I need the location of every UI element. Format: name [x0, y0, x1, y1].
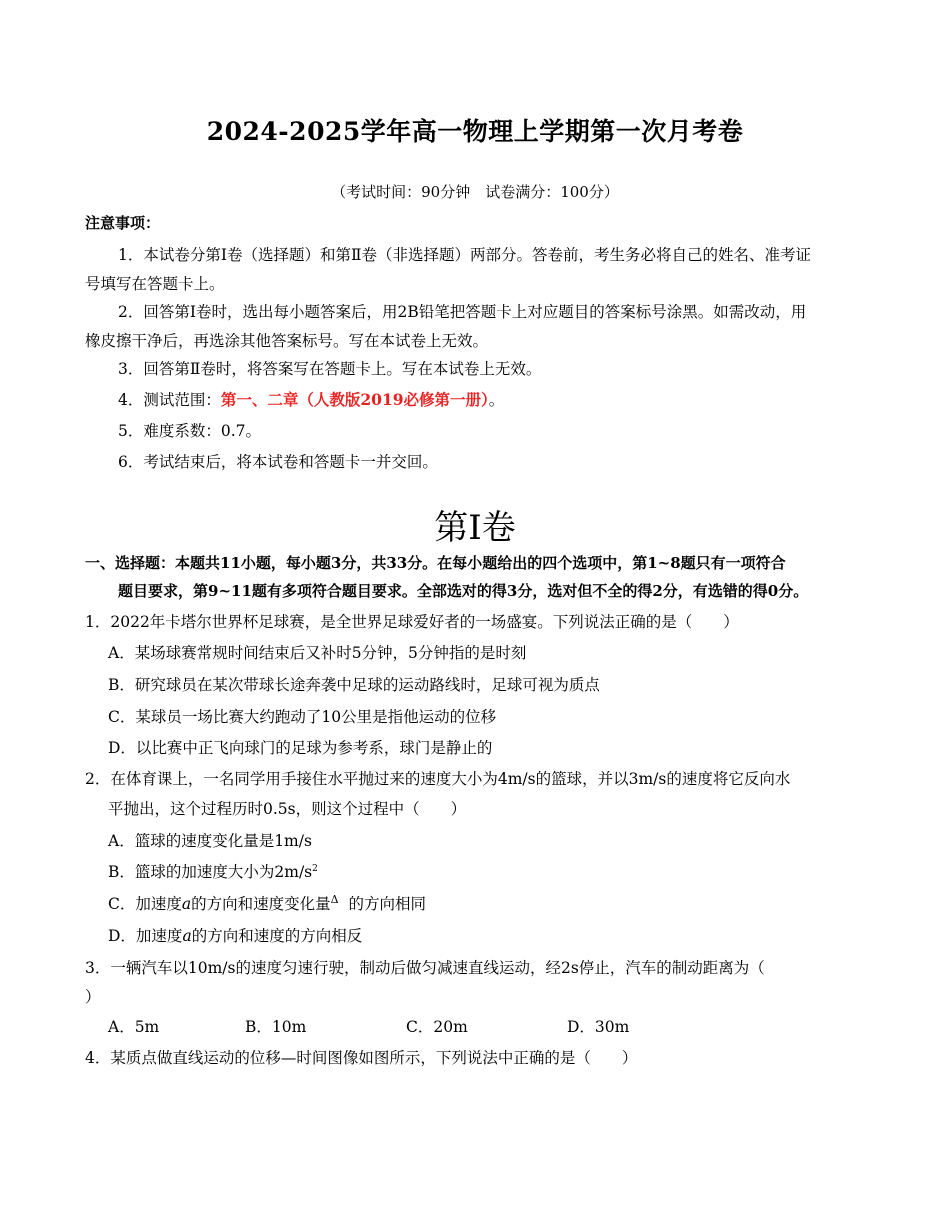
option-d-suffix: 的方向和速度的方向相反 [191, 927, 363, 945]
question-2-option-b-text: B．篮球的加速度大小为2m/s [108, 863, 313, 881]
note-item-1-line-1: 1．本试卷分第Ⅰ卷（选择题）和第Ⅱ卷（非选择题）两部分。答卷前，考生务必将自己的姓名、准考证 [118, 246, 812, 264]
instructions-line-1: 一、选择题：本题共11小题，每小题3分，共33分。在每小题给出的四个选项中，第1~8题只有一项符合 [85, 554, 786, 572]
note-item-5: 5．难度系数：0.7。 [118, 422, 262, 440]
section-title: 第Ⅰ卷 [434, 508, 516, 548]
question-1-option-d: D．以比赛中正飞向球门的足球为参考系，球门是静止的 [108, 739, 493, 757]
squared-superscript: 2 [312, 863, 318, 874]
note-item-3: 3．回答第Ⅱ卷时，将答案写在答题卡上。写在本试卷上无效。 [118, 360, 542, 378]
question-2-option-b [108, 860, 318, 882]
question-3-option-d: D．30m [567, 1018, 630, 1036]
acceleration-variable: a [182, 927, 192, 945]
note-item-4-suffix: 。 [488, 391, 505, 409]
question-2-stem-line-1: 2．在体育课上，一名同学用手接住水平抛过来的速度大小为4m/s的篮球，并以3m/s的速度将它反向水 [85, 770, 791, 788]
instructions-line-2: 题目要求，第9~11题有多项符合题目要求。全部选对的得3分，选对但不全的得2分，有选错的得0分。 [118, 582, 809, 600]
test-scope-highlight: 第一、二章（人教版2019必修第一册） [220, 390, 489, 409]
question-3-stem-line-2: ） [85, 988, 101, 1006]
notes-heading: 注意事项： [85, 214, 161, 232]
question-1-stem: 1．2022年卡塔尔世界杯足球赛，是全世界足球爱好者的一场盛宴。下列说法正确的是（ ） [85, 613, 739, 631]
question-3-option-b: B．10m [245, 1018, 307, 1036]
question-2-option-d [108, 924, 362, 946]
note-item-4 [118, 388, 504, 410]
delta-symbol: Δ [330, 893, 339, 906]
exam-subtitle: （考试时间：90分钟 试卷满分：100分） [331, 183, 619, 201]
question-1-option-c: C．某球员一场比赛大约跑动了10公里是指他运动的位移 [108, 708, 497, 726]
note-item-6: 6．考试结束后，将本试卷和答题卡一并交回。 [118, 453, 438, 471]
question-1-option-a: A．某场球赛常规时间结束后又补时5分钟，5分钟指的是时刻 [108, 644, 527, 662]
question-3-option-a: A．5m [108, 1018, 160, 1036]
question-4-stem: 4．某质点做直线运动的位移—时间图像如图所示，下列说法中正确的是（ ） [85, 1049, 638, 1067]
question-1-option-b: B．研究球员在某次带球长途奔袭中足球的运动路线时，足球可视为质点 [108, 676, 600, 694]
question-2-stem-line-2: 平抛出，这个过程历时0.5s，则这个过程中（ ） [108, 800, 467, 818]
question-2-option-c [108, 892, 426, 914]
acceleration-variable: a [181, 895, 192, 913]
question-2-option-a: A．篮球的速度变化量是1m/s [108, 832, 312, 850]
exam-title: 2024-2025学年高一物理上学期第一次月考卷 [206, 117, 744, 146]
option-c-prefix: C．加速度 [108, 895, 182, 913]
question-3-option-c: C．20m [406, 1018, 468, 1036]
option-c-middle: 的方向和速度变化量 [191, 895, 331, 913]
note-item-4-prefix: 4．测试范围： [118, 391, 221, 409]
note-item-2-line-2: 橡皮擦干净后，再选涂其他答案标号。写在本试卷上无效。 [85, 332, 489, 350]
question-3-stem-line-1: 3．一辆汽车以10m/s的速度匀速行驶，制动后做匀减速直线运动，经2s停止，汽车的制动距离为（ [85, 959, 765, 977]
note-item-2-line-1: 2．回答第Ⅰ卷时，选出每小题答案后，用2B铅笔把答题卡上对应题目的答案标号涂黑。如需改动，用 [118, 303, 807, 321]
option-d-prefix: D．加速度 [108, 927, 183, 945]
note-item-1-line-2: 号填写在答题卡上。 [85, 275, 225, 293]
option-c-suffix: 的方向相同 [348, 895, 426, 913]
